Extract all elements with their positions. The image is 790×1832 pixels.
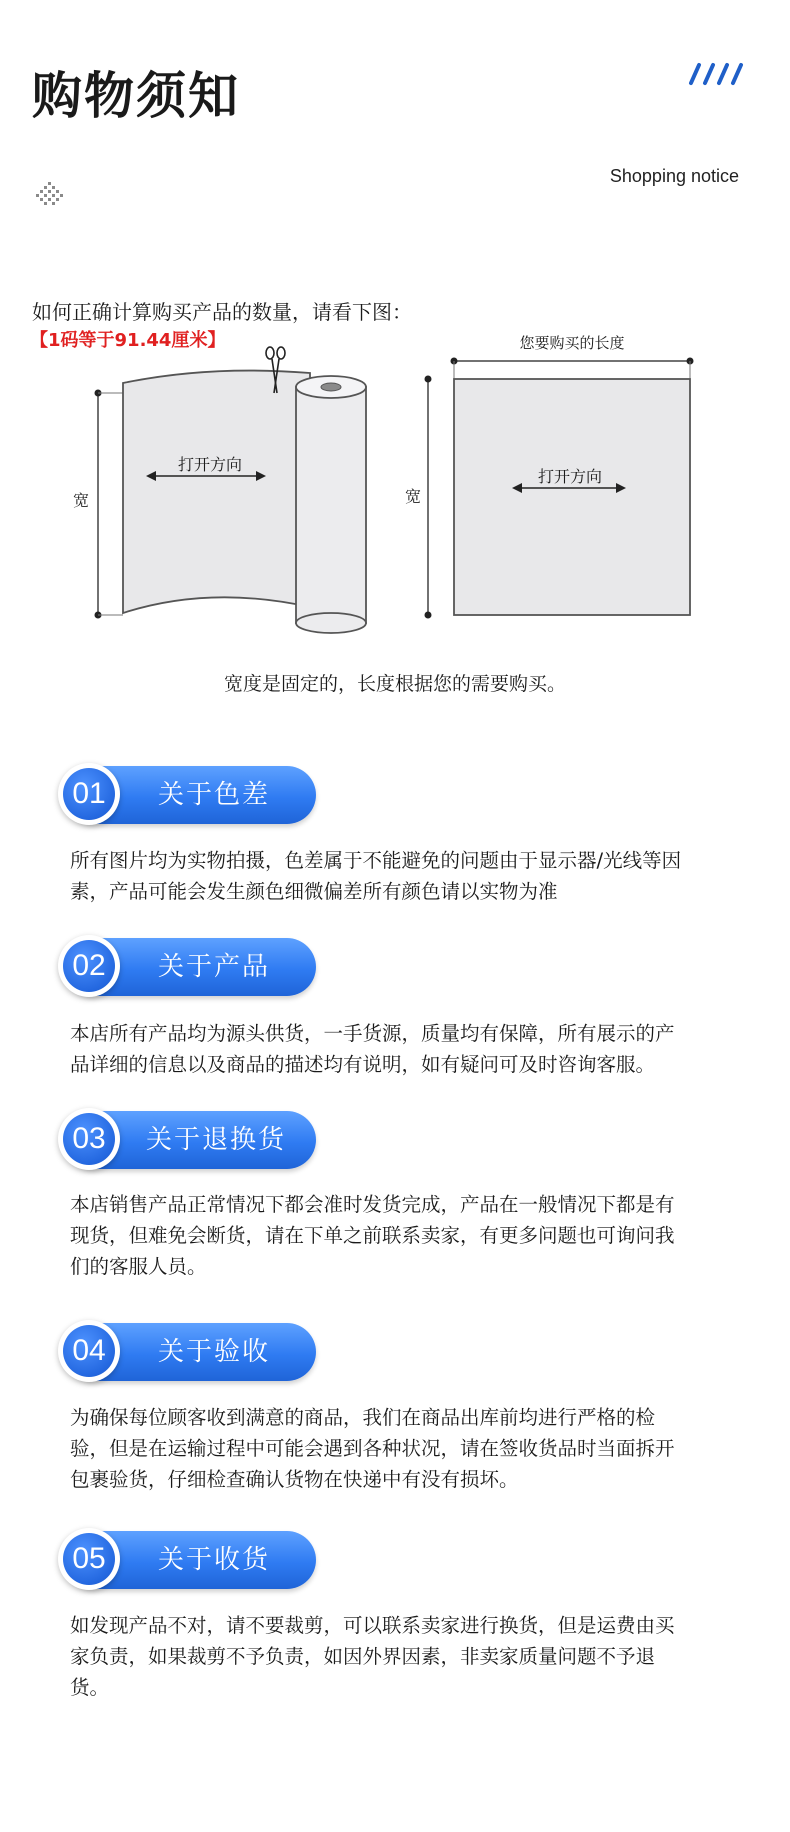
section-text-01 [70,845,720,907]
section-title: 关于收货 [158,1545,271,1575]
section-title: 关于产品 [158,952,271,982]
text-line: 如发现产品不对，请不要裁剪，可以联系卖家进行换货，但是运费由买 [70,1614,675,1637]
diamond-pattern-icon [36,180,64,208]
section-text-02 [70,1018,720,1080]
text-line: 为确保每位顾客收到满意的商品，我们在商品出库前均进行严格的检 [70,1406,656,1429]
section-badge-05 [58,1531,316,1589]
scissors-icon [262,345,290,397]
badge-number-circle [58,935,120,997]
badge-number: 03 [63,1113,115,1165]
text-line: 货。 [70,1676,110,1699]
yard-conversion-note: 【1码等于91.44厘米】 [30,330,226,351]
section-badge-04 [58,1323,316,1381]
text-line: 现货，但难免会断货，请在下单之前联系卖家，有更多问题也可询问我 [70,1224,675,1247]
badge-number: 01 [63,768,115,820]
text-line: 品详细的信息以及商品的描述均有说明，如有疑问可及时咨询客服。 [70,1053,656,1076]
page-subtitle: Shopping notice [609,166,739,186]
badge-number-circle [58,1528,120,1590]
text-line: 本店所有产品均为源头供货，一手货源，质量均有保障，所有展示的产 [70,1022,675,1045]
section-title: 关于验收 [158,1337,271,1367]
section-title: 关于色差 [158,780,271,810]
roll-direction-label: 打开方向 [177,455,242,474]
roll-diagram [70,345,370,645]
text-line: 所有图片均为实物拍摄，色差属于不能避免的问题由于显示器/光线等因 [70,849,682,872]
badge-number-circle [58,1320,120,1382]
text-line: 本店销售产品正常情况下都会准时发货完成，产品在一般情况下都是有 [70,1193,675,1216]
badge-number-circle [58,763,120,825]
page-title: 购物须知 [32,67,240,125]
badge-number: 05 [63,1533,115,1585]
text-line: 包裹验货，仔细检查确认货物在快递中有没有损坏。 [70,1468,519,1491]
section-badge-01 [58,766,316,824]
text-line: 验，但是在运输过程中可能会遇到各种状况，请在签收货品时当面拆开 [70,1437,675,1460]
section-badge-02 [58,938,316,996]
text-line: 素，产品可能会发生颜色细微偏差所有颜色请以实物为准 [70,880,558,903]
section-text-05 [70,1610,720,1703]
sheet-direction-label: 打开方向 [537,467,602,486]
section-badge-03 [58,1111,316,1169]
roll-width-label: 宽 [73,491,90,510]
section-text-03 [70,1189,720,1282]
purchase-length-label: 您要购买的长度 [519,334,625,352]
diagram-caption: 宽度是固定的，长度根据您的需要购买。 [223,673,566,695]
decorative-slashes-icon [682,62,744,86]
badge-number-circle [58,1108,120,1170]
section-text-04 [70,1402,720,1495]
section-title: 关于退换货 [146,1125,287,1155]
text-line: 们的客服人员。 [70,1255,207,1278]
measure-intro: 如何正确计算购买产品的数量，请看下图： [32,300,412,324]
badge-number: 02 [63,940,115,992]
sheet-width-label: 宽 [405,487,422,506]
badge-number: 04 [63,1325,115,1377]
text-line: 家负责，如果裁剪不予负责，如因外界因素，非卖家质量问题不予退 [70,1645,656,1668]
